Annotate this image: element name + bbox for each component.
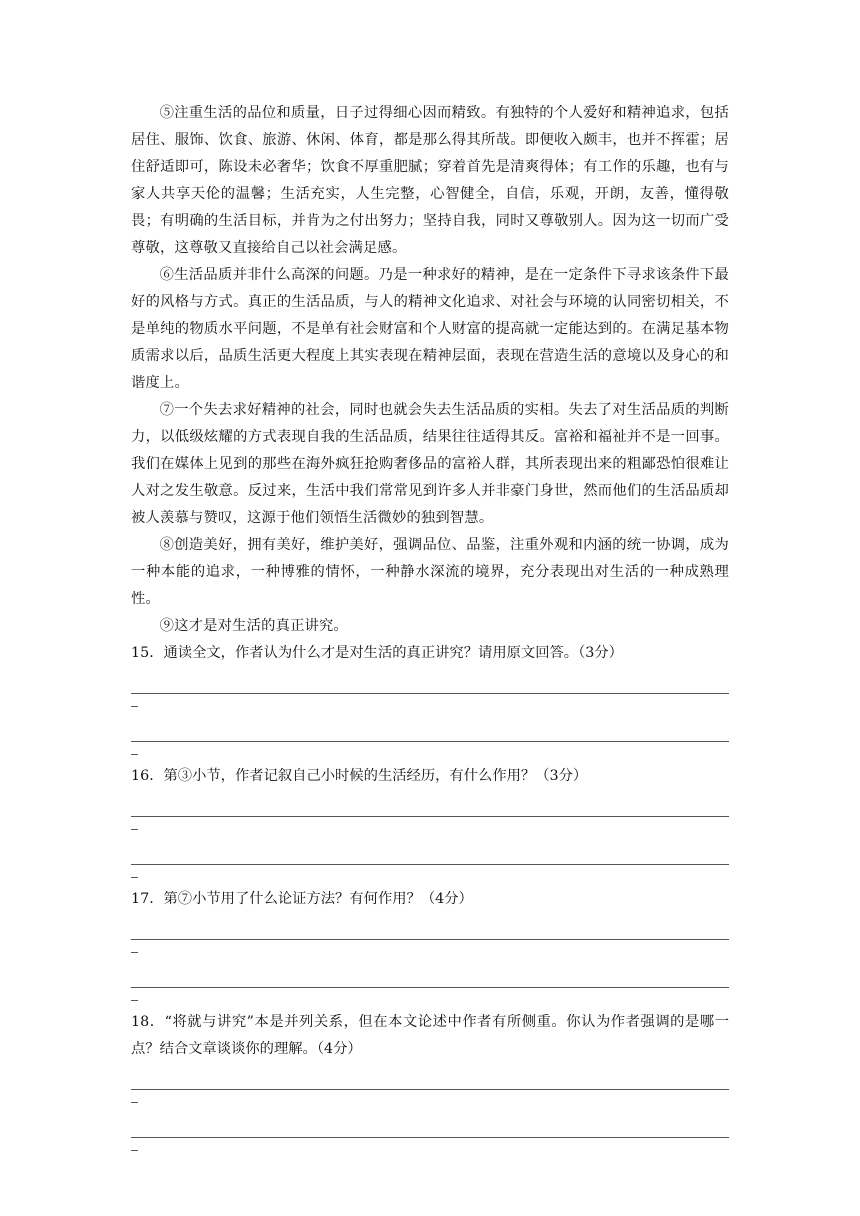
answer-line[interactable]: [131, 1063, 729, 1090]
paragraph-5: ⑤注重生活的品位和质量，日子过得细心因而精致。有独特的个人爱好和精神追求，包括居住、服饰、饮食、旅游、休闲、体育，都是那么得其所哉。即便收入颇丰，也并不挥霍；居住舒适即可，陈设未必奢华；饮食不厚重肥腻；穿着首先是清爽得体；有工作的乐趣，也有与家人共享天伦的温馨；生活充实，人生完整，心智健全，自信，乐观，开朗，友善，懂得敬畏；有明确的生活目标，并肯为之付出努力；坚持自我，同时又尊敬别人。因为这一切而广受尊敬，这尊敬又直接给自己以社会满足感。: [131, 105, 729, 256]
answer-area-15[interactable]: [131, 667, 729, 763]
answer-area-18[interactable]: [131, 1063, 729, 1159]
question-16-text: 16．第③小节，作者记叙自己小时候的生活经历，有什么作用？（3分）: [131, 768, 588, 784]
passage: [131, 100, 729, 640]
question-18-text: 18．“将就与讲究”本是并列关系，但在本文论述中作者有所侧重。你认为作者强调的是哪一点？结合文章谈谈你的理解。（4分）: [131, 1014, 729, 1057]
answer-line-stub: [131, 742, 729, 763]
answer-area-17[interactable]: [131, 913, 729, 1009]
paragraph-7: ⑦一个失去求好精神的社会，同时也就会失去生活品质的实相。失去了对生活品质的判断力，以低级炫耀的方式表现自我的生活品质，结果往往适得其反。富裕和福祉并不是一回事。我们在媒体上见到的那些在海外疯狂抢购奢侈品的富裕人群，其所表现出来的粗鄙恐怕很难让人对之发生敬意。反过来，生活中我们常常见到许多人并非豪门身世，然而他们的生活品质却被人羡慕与赞叹，这源于他们领悟生活微妙的独到智慧。: [131, 402, 729, 526]
question-18: [131, 1009, 729, 1159]
paragraph-9: ⑨这才是对生活的真正讲究。: [159, 618, 349, 634]
question-16: [131, 763, 729, 886]
document-page: [131, 100, 729, 1159]
answer-line-stub: [131, 988, 729, 1009]
question-17-text: 17．第⑦小节用了什么论证方法？有何作用？（4分）: [131, 891, 473, 907]
answer-line[interactable]: [131, 790, 729, 817]
question-15: [131, 640, 729, 763]
answer-line-stub: [131, 940, 729, 961]
answer-line[interactable]: [131, 961, 729, 988]
answer-area-16[interactable]: [131, 790, 729, 886]
paragraph-8: ⑧创造美好，拥有美好，维护美好，强调品位、品鉴，注重外观和内涵的统一协调，成为一种本能的追求，一种博雅的情怀，一种静水深流的境界，充分表现出对生活的一种成熟理性。: [131, 537, 729, 607]
answer-line[interactable]: [131, 667, 729, 694]
answer-line[interactable]: [131, 1111, 729, 1138]
answer-line-stub: [131, 694, 729, 715]
answer-line-stub: [131, 1090, 729, 1111]
answer-line-stub: [131, 817, 729, 838]
answer-line-stub: [131, 1138, 729, 1159]
answer-line[interactable]: [131, 715, 729, 742]
answer-line[interactable]: [131, 913, 729, 940]
question-17: [131, 886, 729, 1009]
paragraph-6: ⑥生活品质并非什么高深的问题。乃是一种求好的精神，是在一定条件下寻求该条件下最好的风格与方式。真正的生活品质，与人的精神文化追求、对社会与环境的认同密切相关，不是单纯的物质水平问题，不是单有社会财富和个人财富的提高就一定能达到的。在满足基本物质需求以后，品质生活更大程度上其实表现在精神层面，表现在营造生活的意境以及身心的和谐度上。: [131, 267, 729, 391]
answer-line[interactable]: [131, 838, 729, 865]
answer-line-stub: [131, 865, 729, 886]
question-15-text: 15．通读全文，作者认为什么才是对生活的真正讲究？请用原文回答。（3分）: [131, 645, 623, 661]
